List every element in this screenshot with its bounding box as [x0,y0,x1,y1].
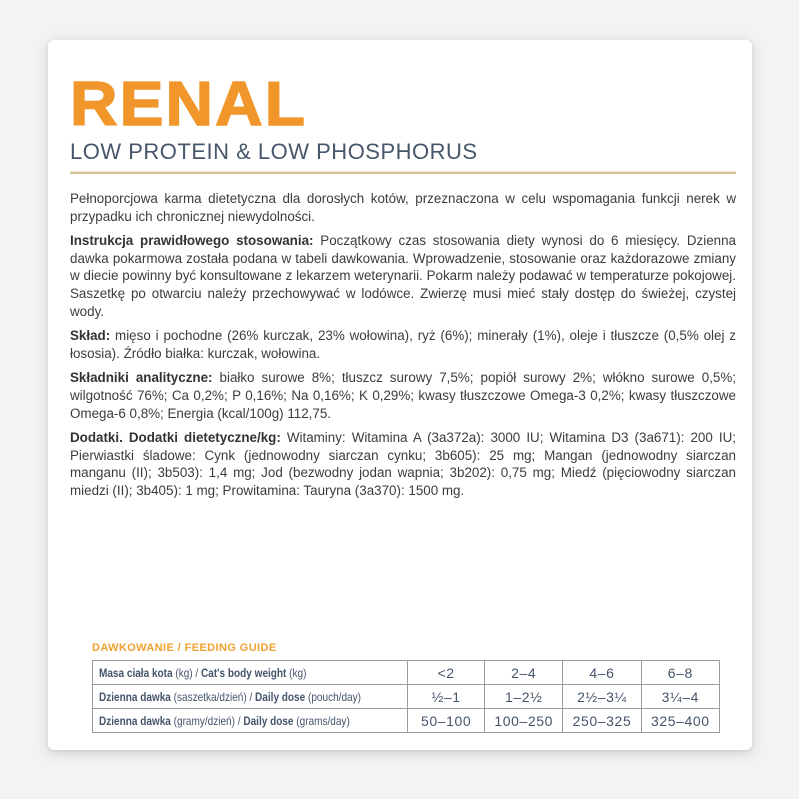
row-label-bold: Daily dose [243,713,294,728]
value-cell: 3¼–4 [641,685,719,709]
row-label-cell [93,685,408,709]
row-label-regular: (saszetka/dzień) / [170,689,256,704]
row-label-regular: (pouch/day) [305,689,361,704]
feeding-guide-heading: DAWKOWANIE / FEEDING GUIDE [92,642,277,654]
paragraph-text: mięso i pochodne (26% kurczak, 23% wołowina), ryż (6%); minerały (1%), oleje i tłuszcze (0,5% olej z łososia). Źródło białka: kurczak, wołowina. [70,328,736,361]
paragraph-text: Początkowy czas stosowania diety wynosi do 6 miesięcy. Dzienna dawka pokarmowa została podana w tabeli dawkowania. Wprowadzenie, stosowanie oraz każdorazowe zmiany w diecie powinny być konsultowane z lekarzem weterynarii. Pokarm należy podawać w temperaturze pokojowej. Saszetkę po otwarciu należy przechowywać w lodówce. Zwierzę musi mieć stały dostęp do świeżej, czystej wody. [70,233,736,319]
row-label-bold: Masa ciała kota [99,665,173,680]
value-cell: 4–6 [563,661,641,685]
card-content [70,40,736,729]
row-label-bold: Dzienna dawka [99,713,171,728]
row-label-cell [93,661,408,685]
value-cell: 50–100 [408,709,485,733]
product-title: RENAL [70,70,307,139]
value-cell: 100–250 [485,709,563,733]
composition-paragraph [70,327,736,362]
row-label-regular: (kg) [286,665,307,680]
paragraph-lead: Skład: [70,328,111,344]
paragraph-lead: Dodatki. Dodatki dietetyczne/kg: [70,430,281,446]
description-block [70,190,736,500]
value-cell: <2 [408,661,485,685]
value-cell: 250–325 [563,709,641,733]
product-subtitle: LOW PROTEIN & LOW PHOSPHORUS [70,139,478,164]
paragraph-text: Witaminy: Witamina A (3a372a): 3000 IU; Witamina D3 (3a671): 200 IU; Pierwiastki śladowe: Cynk (jednowodny siarczan cynku; 3b605): 25 mg; Mangan (jednowodny siarczan manganu (II); 3b503): 1,4 mg; Jod (bezwodny jodan wapnia; 3b202): 0,75 mg; Miedź (pięciowodny siarczan miedzi (II); 3b405): 1 mg; Prowitamina: Tauryna (3a370): 1500 mg. [70,430,736,498]
value-cell: 2½–3¼ [563,685,641,709]
table-row-daily-dose-grams [93,709,720,733]
row-label-regular: (grams/day) [293,713,350,728]
feeding-guide-section [92,642,720,733]
paragraph-lead: Składniki analityczne: [70,370,213,386]
label-card [48,40,752,750]
analytical-constituents-paragraph [70,369,736,422]
value-cell: 325–400 [641,709,719,733]
description-paragraph [70,190,736,225]
value-cell: 2–4 [485,661,563,685]
value-cell: ½–1 [408,685,485,709]
additives-paragraph [70,429,736,499]
row-label-bold: Daily dose [255,689,306,704]
row-label-regular: (gramy/dzień) / [170,713,244,728]
usage-instructions-paragraph [70,232,736,320]
divider-line [70,171,736,174]
row-label-bold: Dzienna dawka [99,689,171,704]
table-row-body-weight [93,661,720,685]
row-label-regular: (kg) / [172,665,201,680]
paragraph-text: Pełnoporcjowa karma dietetyczna dla dorosłych kotów, przeznaczona w celu wspomagania funkcji nerek w przypadku ich chronicznej niewydolności. [70,191,736,224]
table-row-daily-dose-pouch [93,685,720,709]
paragraph-lead: Instrukcja prawidłowego stosowania: [70,233,314,249]
paragraph-text: białko surowe 8%; tłuszcz surowy 7,5%; popiół surowy 2%; włókno surowe 0,5%; wilgotność 76%; Ca 0,2%; P 0,16%; Na 0,16%; K 0,29%; kwasy tłuszczowe Omega-3 0,2%; kwasy tłuszczowe Omega-6 0,8%; Energia (kcal/100g) 112,75. [70,370,736,421]
feeding-guide-table [92,660,720,733]
value-cell: 1–2½ [485,685,563,709]
value-cell: 6–8 [641,661,719,685]
row-label-bold: Cat's body weight [201,665,287,680]
row-label-cell [93,709,408,733]
